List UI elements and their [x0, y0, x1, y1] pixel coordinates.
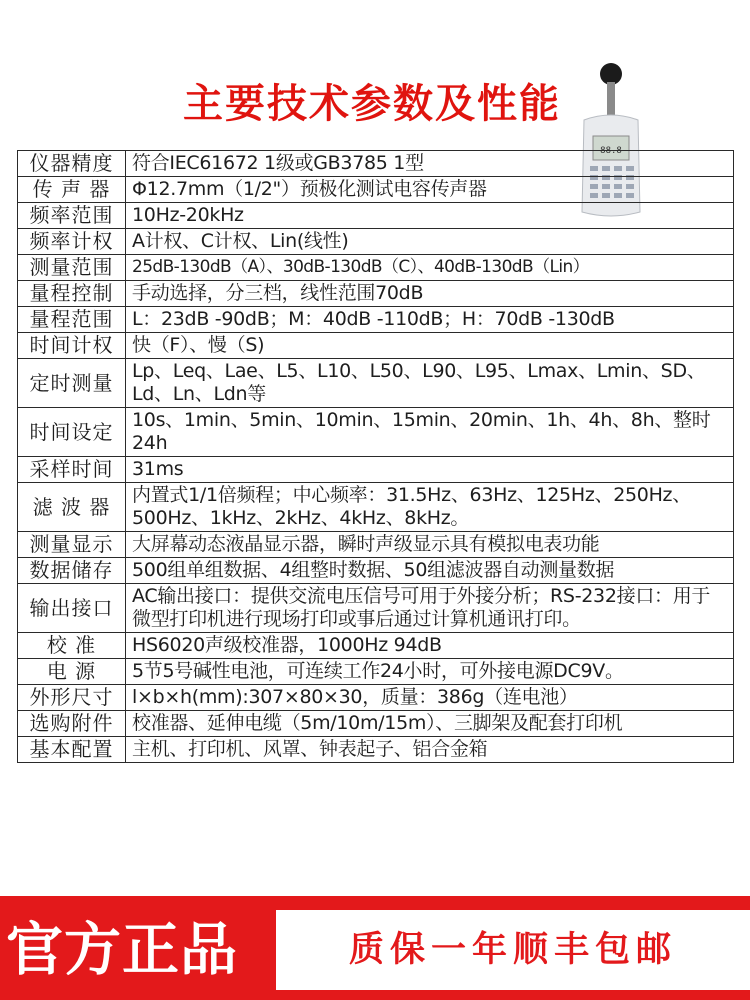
spec-value: AC输出接口：提供交流电压信号可用于外接分析；RS-232接口：用于微型打印机进行现场打印或事后通过计算机通讯打印。: [126, 584, 734, 633]
spec-label: 数据储存: [18, 558, 126, 584]
spec-label: 测量范围: [18, 255, 126, 281]
table-row: [18, 229, 734, 255]
spec-label: 定时测量: [18, 359, 126, 408]
table-row: [18, 737, 734, 763]
banner-official-label: 官方正品: [6, 917, 238, 983]
table-row: [18, 659, 734, 685]
spec-label: 测量显示: [18, 532, 126, 558]
spec-value: 31ms: [126, 457, 734, 483]
table-row: [18, 633, 734, 659]
spec-label: 采样时间: [18, 457, 126, 483]
spec-table: [17, 150, 734, 763]
table-row: [18, 203, 734, 229]
spec-label: 选购附件: [18, 711, 126, 737]
spec-label: 传 声 器: [18, 177, 126, 203]
spec-value: 10s、1min、5min、10min、15min、20min、1h、4h、8h、整时24h: [126, 408, 734, 457]
table-row: [18, 457, 734, 483]
spec-label: 电 源: [18, 659, 126, 685]
spec-label: 时间设定: [18, 408, 126, 457]
spec-value: 符合IEC61672 1级或GB3785 1型: [126, 151, 734, 177]
table-row: [18, 281, 734, 307]
banner-warranty-label: 质保一年顺丰包邮: [276, 910, 750, 990]
table-row: [18, 359, 734, 408]
spec-label: 时间计权: [18, 333, 126, 359]
spec-value: L：23dB -90dB；M：40dB -110dB；H：70dB -130dB: [126, 307, 734, 333]
spec-label: 仪器精度: [18, 151, 126, 177]
table-row: [18, 307, 734, 333]
table-row: [18, 483, 734, 532]
spec-label: 量程控制: [18, 281, 126, 307]
spec-label: 频率范围: [18, 203, 126, 229]
spec-value: Φ12.7mm（1/2"）预极化测试电容传声器: [126, 177, 734, 203]
spec-label: 量程范围: [18, 307, 126, 333]
spec-value: 5节5号碱性电池，可连续工作24小时，可外接电源DC9V。: [126, 659, 734, 685]
table-row: [18, 333, 734, 359]
spec-value: HS6020声级校准器，1000Hz 94dB: [126, 633, 734, 659]
spec-label: 滤 波 器: [18, 483, 126, 532]
spec-label: 外形尺寸: [18, 685, 126, 711]
spec-value: 快（F）、慢（S): [126, 333, 734, 359]
table-row: [18, 711, 734, 737]
table-row: [18, 151, 734, 177]
spec-label: 频率计权: [18, 229, 126, 255]
spec-value: 内置式1/1倍频程；中心频率：31.5Hz、63Hz、125Hz、250Hz、500Hz、1kHz、2kHz、4kHz、8kHz。: [126, 483, 734, 532]
spec-value: 500组单组数据、4组整时数据、50组滤波器自动测量数据: [126, 558, 734, 584]
table-row: [18, 255, 734, 281]
table-row: [18, 408, 734, 457]
spec-label: 校 准: [18, 633, 126, 659]
page-title: 主要技术参数及性能: [183, 81, 561, 127]
spec-value: 主机、打印机、风罩、钟表起子、铝合金箱: [126, 737, 734, 763]
spec-value: 25dB-130dB（A）、30dB-130dB（C）、40dB-130dB（Lin）: [126, 255, 734, 281]
spec-value: 大屏幕动态液晶显示器，瞬时声级显示具有模拟电表功能: [126, 532, 734, 558]
promo-banner: [0, 896, 750, 1000]
spec-value: 10Hz-20kHz: [126, 203, 734, 229]
table-row: [18, 177, 734, 203]
table-row: [18, 685, 734, 711]
spec-label: 基本配置: [18, 737, 126, 763]
table-row: [18, 532, 734, 558]
spec-value: A计权、C计权、Lin(线性): [126, 229, 734, 255]
table-row: [18, 558, 734, 584]
spec-value: 手动选择，分三档，线性范围70dB: [126, 281, 734, 307]
table-row: [18, 584, 734, 633]
meter-display-reading: 88.8: [600, 146, 622, 156]
spec-value: l×b×h(mm):307×80×30，质量：386g（连电池）: [126, 685, 734, 711]
spec-label: 输出接口: [18, 584, 126, 633]
spec-value: Lp、Leq、Lae、L5、L10、L50、L90、L95、Lmax、Lmin、SD、Ld、Ln、Ldn等: [126, 359, 734, 408]
spec-value: 校准器、延伸电缆（5m/10m/15m）、三脚架及配套打印机: [126, 711, 734, 737]
